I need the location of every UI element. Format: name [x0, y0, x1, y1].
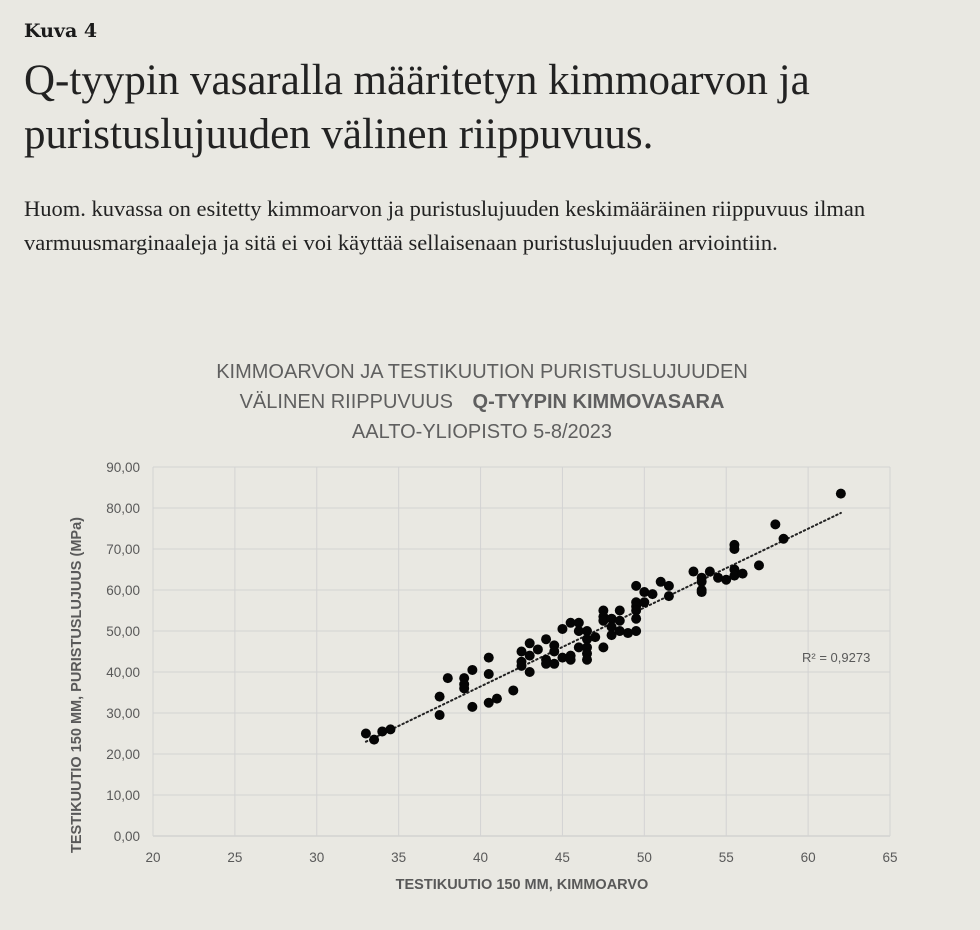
data-point	[525, 638, 535, 648]
data-point	[467, 702, 477, 712]
x-tick-label: 50	[636, 850, 652, 865]
x-tick-label: 25	[227, 850, 243, 865]
x-tick-labels	[145, 850, 897, 865]
data-point	[492, 694, 502, 704]
chart-title-line-1: KIMMOARVON JA TESTIKUUTION PURISTUSLUJUUDEN	[216, 361, 748, 383]
data-point	[598, 642, 608, 652]
data-point	[443, 673, 453, 683]
x-tick-label: 65	[882, 850, 898, 865]
data-point	[459, 683, 469, 693]
y-axis-label: TESTIKUUTIO 150 MM, PURISTUSLUJUUS (MPa)	[69, 517, 85, 853]
data-point	[517, 661, 527, 671]
data-point	[754, 560, 764, 570]
data-point	[484, 653, 494, 663]
y-tick-label: 10,00	[106, 788, 140, 803]
data-point	[697, 587, 707, 597]
data-point	[541, 634, 551, 644]
data-point	[779, 534, 789, 544]
data-point	[361, 729, 371, 739]
data-point	[664, 591, 674, 601]
x-tick-label: 60	[800, 850, 816, 865]
data-point	[484, 669, 494, 679]
data-point	[590, 632, 600, 642]
data-points	[361, 489, 846, 745]
chart-title-line-2-group	[240, 391, 725, 413]
x-tick-label: 30	[309, 850, 325, 865]
data-point	[729, 544, 739, 554]
data-point	[525, 651, 535, 661]
data-point	[385, 724, 395, 734]
data-point	[631, 614, 641, 624]
figure-label: Kuva 4	[24, 20, 98, 42]
data-point	[770, 519, 780, 529]
data-point	[533, 644, 543, 654]
data-point	[615, 606, 625, 616]
figure-note: Huom. kuvassa on esitetty kimmoarvon ja puristuslujuuden keskimääräinen riippuvuus ilman varmuusmarginaaleja ja sitä ei voi käyttää sellaisenaan puristuslujuuden arviointiin.	[24, 196, 866, 255]
x-tick-label: 40	[473, 850, 489, 865]
data-point	[639, 597, 649, 607]
figure-title: Q-tyypin vasaralla määritetyn kimmoarvon ja puristuslujuuden välinen riippuvuus.	[24, 57, 810, 158]
r-squared-label: R² = 0,9273	[802, 650, 871, 665]
data-point	[467, 665, 477, 675]
data-point	[664, 581, 674, 591]
data-point	[557, 624, 567, 634]
y-tick-label: 90,00	[106, 460, 140, 475]
scatter-chart	[0, 340, 980, 910]
y-tick-label: 70,00	[106, 542, 140, 557]
y-tick-label: 60,00	[106, 583, 140, 598]
data-point	[369, 735, 379, 745]
data-point	[525, 667, 535, 677]
data-point	[435, 710, 445, 720]
y-tick-label: 0,00	[113, 829, 140, 844]
y-tick-label: 50,00	[106, 624, 140, 639]
data-point	[549, 647, 559, 657]
y-tick-label: 30,00	[106, 706, 140, 721]
x-tick-label: 35	[391, 850, 407, 865]
x-tick-label: 45	[554, 850, 570, 865]
data-point	[631, 626, 641, 636]
data-point	[508, 685, 518, 695]
data-point	[688, 567, 698, 577]
y-tick-labels	[106, 460, 140, 844]
data-point	[631, 581, 641, 591]
data-point	[582, 655, 592, 665]
chart-title-line-3: AALTO-YLIOPISTO 5-8/2023	[351, 421, 613, 443]
data-point	[435, 692, 445, 702]
y-tick-label: 20,00	[106, 747, 140, 762]
data-point	[566, 655, 576, 665]
data-point	[705, 567, 715, 577]
y-tick-label: 80,00	[106, 501, 140, 516]
chart-title-line-2: VÄLINEN RIIPPUVUUS	[239, 391, 453, 413]
y-tick-label: 40,00	[106, 665, 140, 680]
x-axis-label: TESTIKUUTIO 150 MM, KIMMOARVO	[395, 877, 649, 893]
data-point	[738, 569, 748, 579]
trendline	[366, 513, 841, 742]
x-tick-label: 20	[145, 850, 161, 865]
data-point	[549, 659, 559, 669]
x-tick-label: 55	[718, 850, 734, 865]
data-point	[836, 489, 846, 499]
data-point	[615, 616, 625, 626]
chart-title-line-2-bold: Q-TYYPIN KIMMOVASARA	[472, 391, 725, 413]
data-point	[648, 589, 658, 599]
